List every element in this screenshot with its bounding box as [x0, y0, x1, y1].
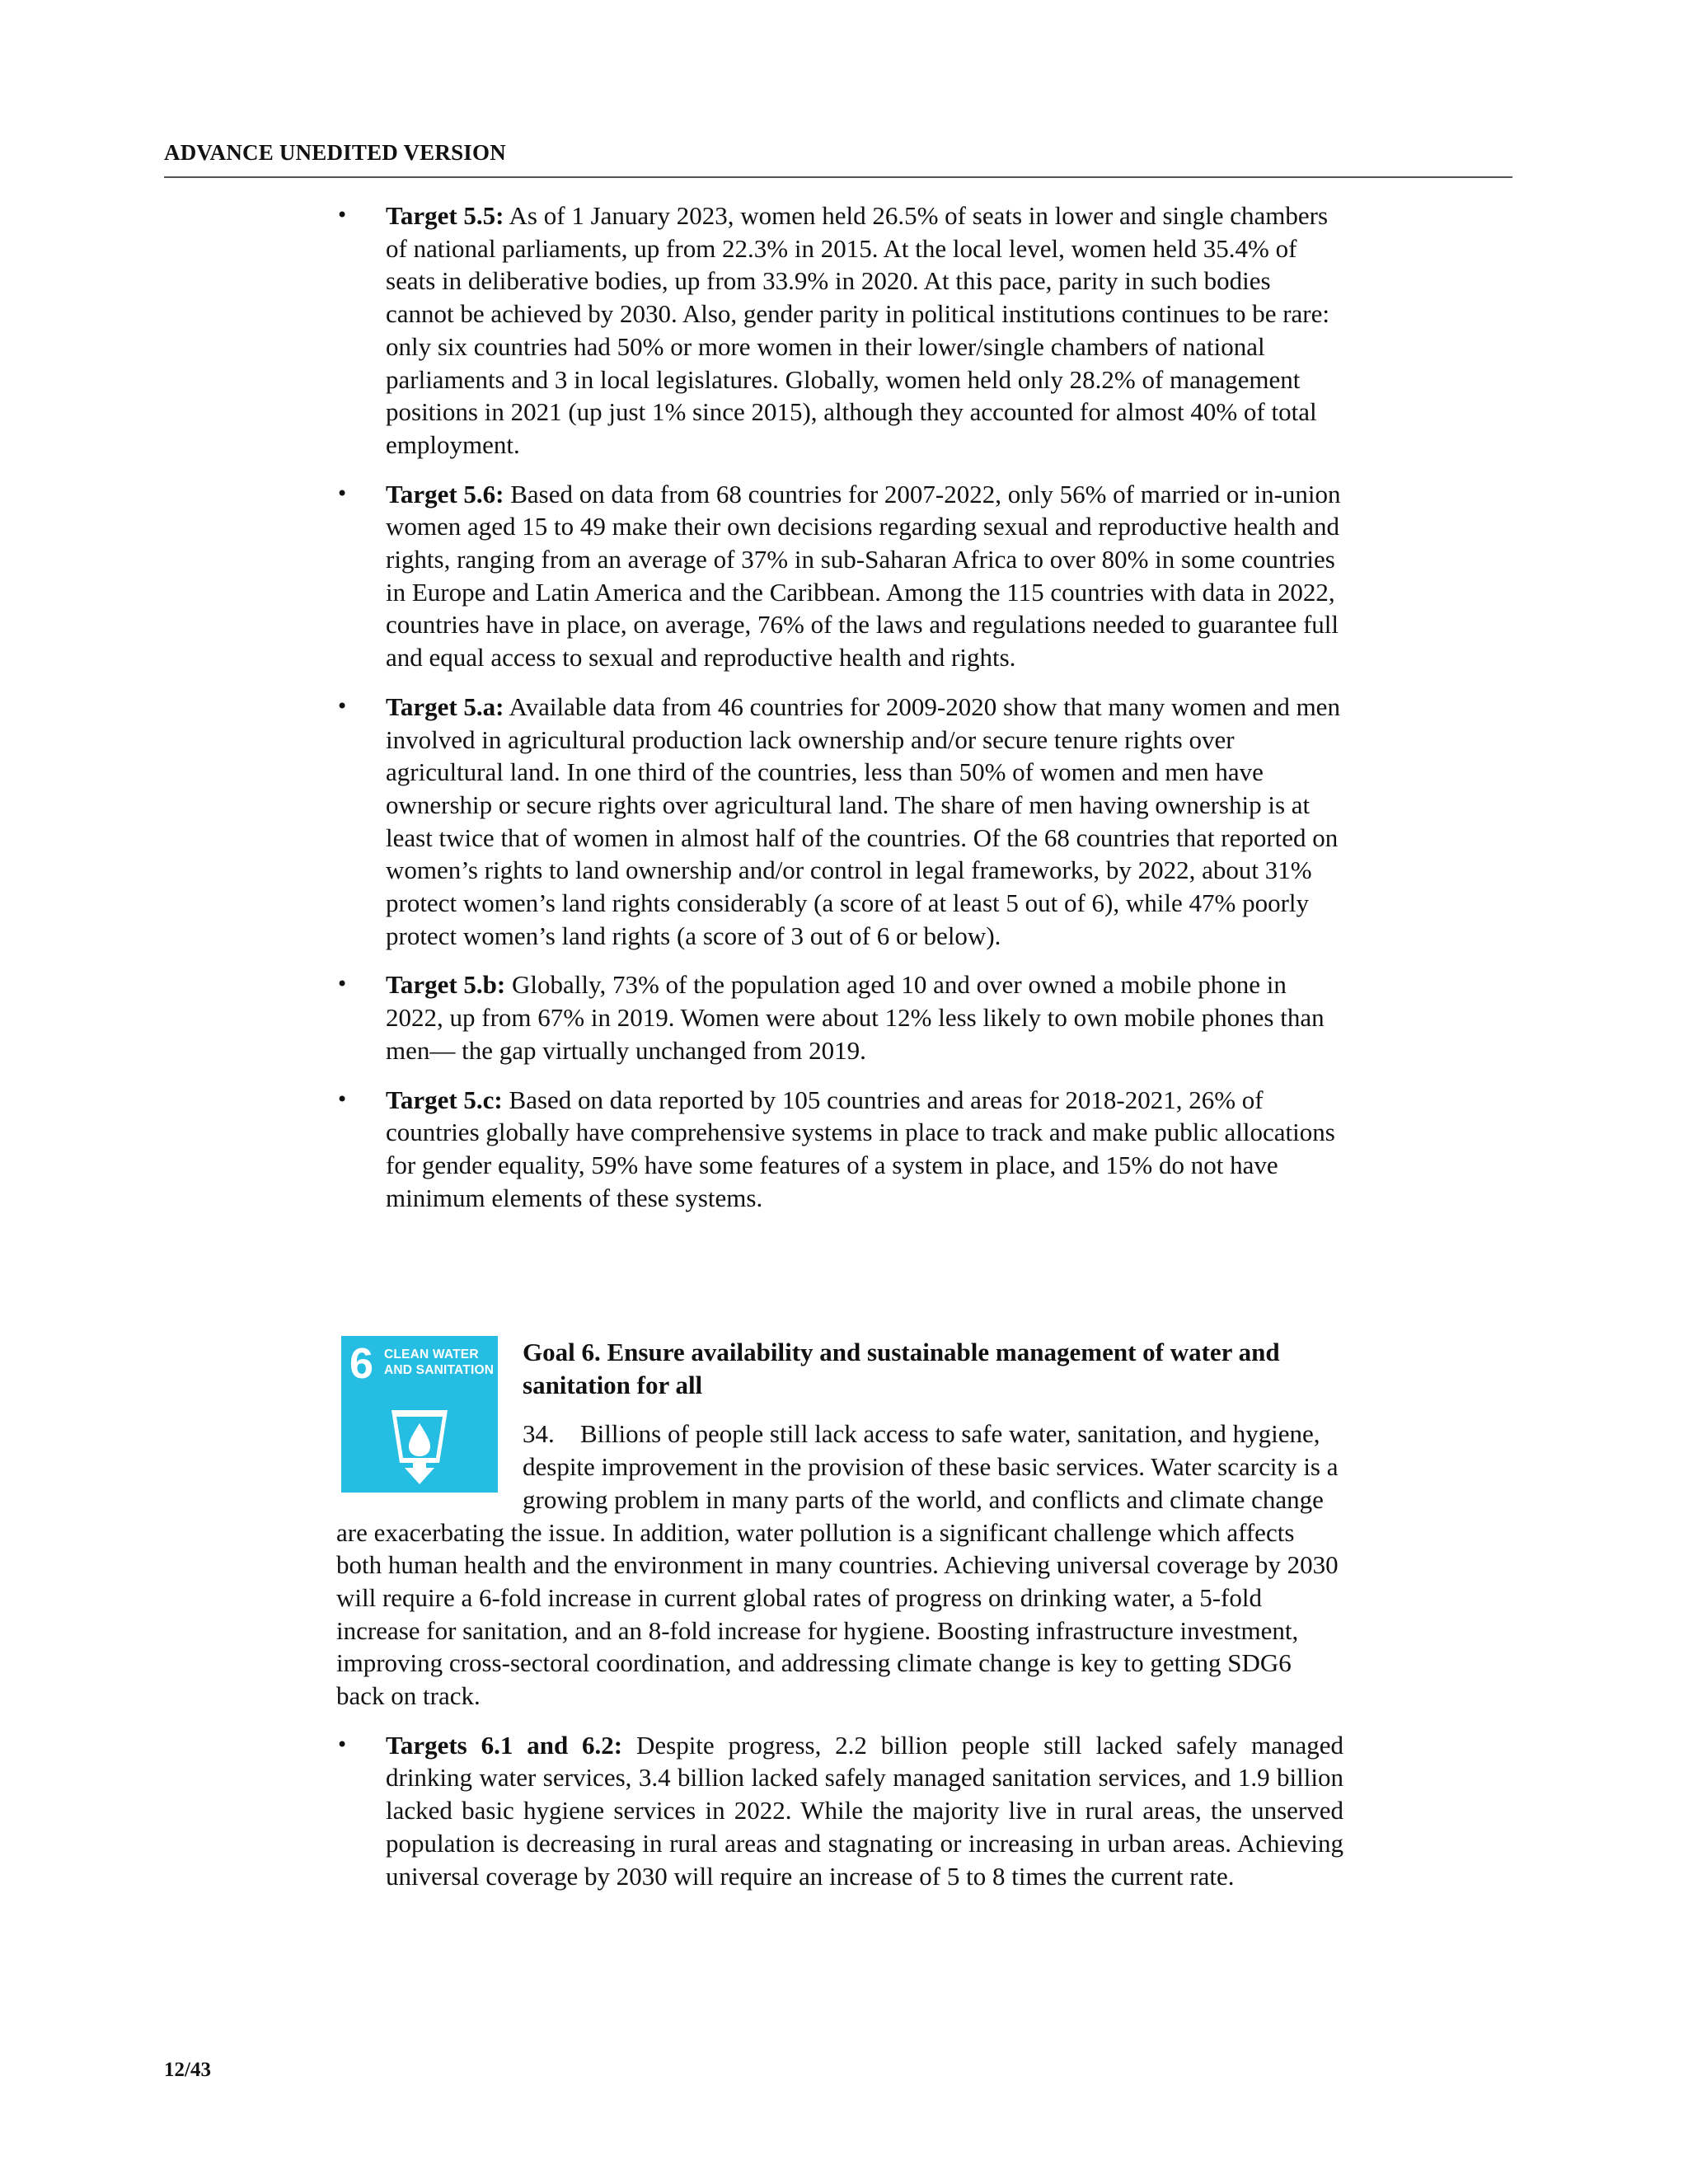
goal5-target-list: [336, 199, 1343, 1230]
bullet-icon: •: [336, 481, 349, 505]
target-text: Globally, 73% of the population aged 10 and over owned a mobile phone in 2022, up from 67% in 2019. Women were about 12% less likely to own mobile phones than men— the gap virtually unchanged from 2019.: [386, 970, 1325, 1065]
target-label: Target 5.6:: [386, 479, 504, 509]
target-text: Despite progress, 2.2 billion people still lacked safely managed drinking water services, 3.4 billion lacked safely managed sanitation services, and 1.9 billion lacked basic hygiene services in 2022. While the majority live in rural areas, the unserved population is decreasing in rural areas and stagnating or increasing in urban areas. Achieving universal coverage by 2030 will require an increase of 5 to 8 times the current rate.: [386, 1730, 1343, 1891]
bullet-icon: •: [336, 1732, 349, 1756]
paragraph-number: 34.: [523, 1419, 555, 1449]
target-item-6-1-6-2: [336, 1729, 1343, 1893]
sdg-title-line2: AND SANITATION: [384, 1363, 495, 1377]
goal6-section: [336, 1336, 1343, 1909]
target-text: Available data from 46 countries for 2009-2020 show that many women and men involved in agricultural production lack ownership and/or secure tenure rights over agricultural land. In one third of the countries, less than 50% of women and men have ownership or secure rights over agricultural land. The share of men having ownership is at least twice that of women in almost half of the countries. Of the 68 countries that reported on women’s rights to land ownership and/or control in legal frameworks, by 2022, about 31% protect women’s land rights considerably (a score of at least 5 out of 6), while 47% poorly protect women’s land rights (a score of 3 out of 6 or below).: [386, 691, 1340, 950]
target-item-5-b: [336, 968, 1343, 1066]
target-item-5-5: [336, 199, 1343, 462]
sdg-number: 6: [349, 1340, 373, 1388]
target-text: Based on data from 68 countries for 2007-2022, only 56% of married or in-union women aged 15 to 49 make their own decisions regarding sexual and reproductive health and rights, ranging from an average of 37% in sub-Saharan Africa to over 80% in some countries in Europe and Latin America and the Caribbean. Among the 115 countries with data in 2022, countries have in place, on average, 76% of the laws and regulations needed to guarantee full and equal access to sexual and reproductive health and rights.: [386, 479, 1341, 673]
target-label: Target 5.a:: [386, 691, 504, 721]
document-header: ADVANCE UNEDITED VERSION: [164, 140, 506, 165]
target-text: As of 1 January 2023, women held 26.5% of seats in lower and single chambers of national parliaments, up from 22.3% in 2015. At the local level, women held 35.4% of seats in deliberative bodies, up from 33.9% in 2020. At this pace, parity in such bodies cannot be achieved by 2030. Also, gender parity in political institutions continues to be rare: only six countries had 50% or more women in their lower/single chambers of national parliaments and 3 in local legislatures. Globally, women held only 28.2% of management positions in 2021 (up just 1% since 2015), although they accounted for almost 40% of total employment.: [386, 201, 1330, 459]
target-label: Targets 6.1 and 6.2:: [386, 1730, 623, 1760]
header-divider: [164, 176, 1512, 178]
goal6-target-list: [336, 1729, 1343, 1893]
bullet-icon: •: [336, 1087, 349, 1111]
target-item-5-c: [336, 1084, 1343, 1215]
water-glass-icon: [387, 1402, 452, 1484]
goal6-heading: Goal 6. Ensure availability and sustainable management of water and sanitation for all: [523, 1338, 1280, 1399]
page-number: 12/43: [164, 2059, 211, 2081]
target-label: Target 5.c:: [386, 1085, 503, 1114]
target-item-5-6: [336, 478, 1343, 674]
sdg-title-line1: CLEAN WATER: [384, 1347, 479, 1361]
target-item-5-a: [336, 691, 1343, 953]
bullet-icon: •: [336, 972, 349, 996]
paragraph-text: Billions of people still lack access to safe water, sanitation, and hygiene, despite improvement in the provision of these basic services. Water scarcity is a growing problem in many parts of the world, and conflicts and climate change are exacerbating the issue. In addition, water pollution is a significant challenge which affects both human health and the environment in many countries. Achieving universal coverage by 2030 will require a 6-fold increase in current global rates of progress on drinking water, a 5-fold increase for sanitation, and an 8-fold increase for hygiene. Boosting infrastructure investment, improving cross-sectoral coordination, and addressing climate change is key to getting SDG6 back on track.: [336, 1419, 1339, 1711]
target-label: Target 5.5:: [386, 201, 504, 230]
sdg6-logo: [341, 1336, 498, 1493]
bullet-icon: •: [336, 204, 349, 227]
target-label: Target 5.b:: [386, 970, 506, 1000]
bullet-icon: •: [336, 694, 349, 718]
target-text: Based on data reported by 105 countries and areas for 2018-2021, 26% of countries globally have comprehensive systems in place to track and make public allocations for gender equality, 59% have some features of a system in place, and 15% do not have minimum elements of these systems.: [386, 1085, 1335, 1212]
